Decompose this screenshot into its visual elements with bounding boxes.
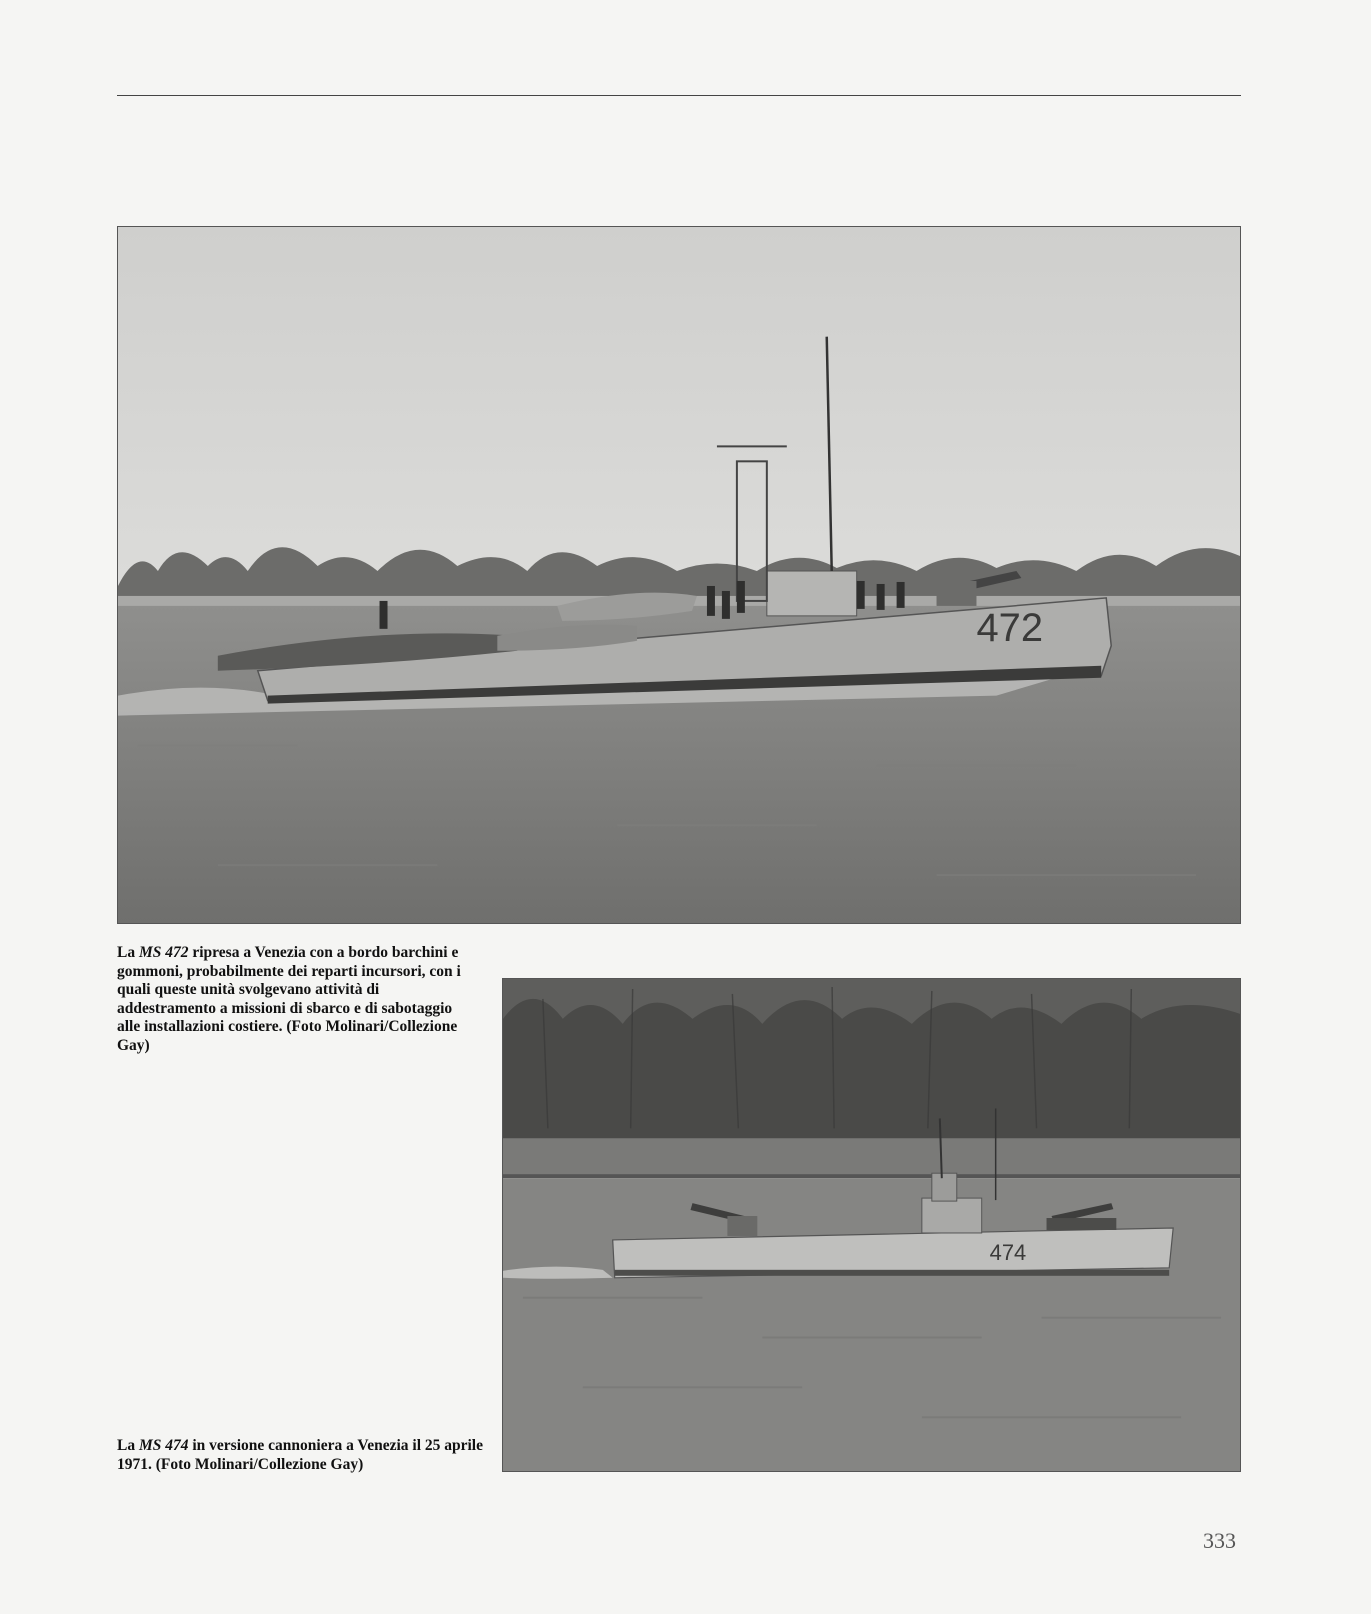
caption-ms-472-vessel: MS 472 <box>138 944 189 961</box>
header-rule <box>117 95 1241 96</box>
photo-ms-474 <box>502 978 1241 1472</box>
caption-ms-474 <box>117 1437 487 1474</box>
caption-ms-472 <box>117 944 467 1055</box>
hull-number-472: 472 <box>976 605 1044 650</box>
page-number: 333 <box>1203 1528 1236 1553</box>
photo-ms-472-image <box>118 227 1240 923</box>
photo-ms-472 <box>117 226 1241 924</box>
hull-number-474: 474 <box>989 1239 1027 1265</box>
caption-ms-472-prefix: La <box>117 944 139 961</box>
photo-ms-474-image <box>503 979 1240 1471</box>
caption-ms-474-prefix: La <box>117 1437 139 1454</box>
caption-ms-474-text: in versione cannoniera a Venezia il 25 aprile 1971. (Foto Molinari/Collezione Gay) <box>117 1437 483 1473</box>
caption-ms-474-vessel: MS 474 <box>138 1437 189 1454</box>
caption-ms-472-text: ripresa a Venezia con a bordo barchini e gommoni, probabilmente dei reparti incursori, con i quali queste unità svolgevano attività di addestramento a missioni di sbarco e di sabotaggio alle installazioni costiere. (Foto Molinari/Collezione Gay) <box>117 944 461 1054</box>
